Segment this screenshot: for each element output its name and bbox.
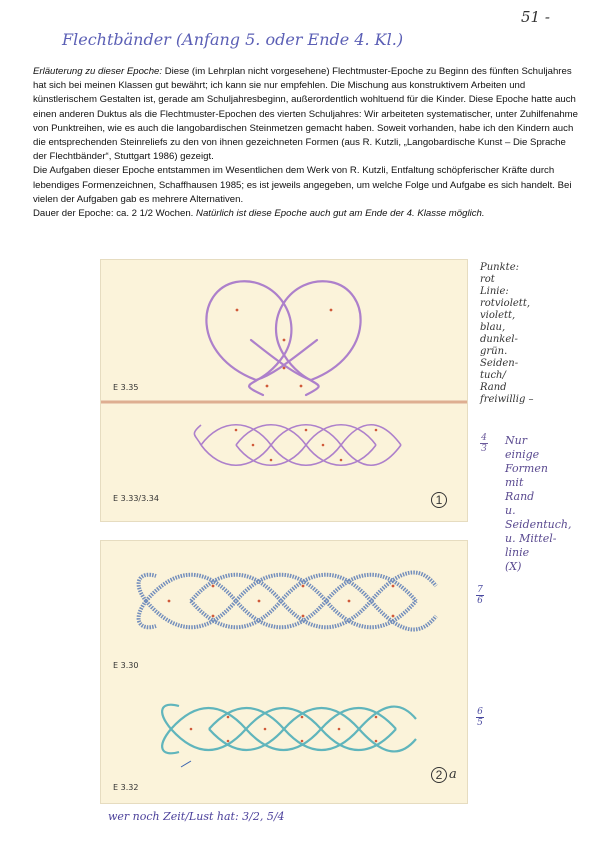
note-line: Formen [505,462,548,475]
note-line: einige [505,448,540,461]
fraction-7-6 [476,585,484,606]
braid-band-teal [162,705,416,754]
note-line: dunkel- [480,334,518,345]
braid-drawing-1 [101,260,467,521]
page-heading: Flechtbänder (Anfang 5. oder Ende 4. Kl.) [62,30,404,49]
knot-motif [206,281,360,395]
label-e-3-35: E 3.35 [113,383,139,392]
note-line: (X) [505,560,522,573]
fraction-denominator: 6 [477,596,483,606]
intro-text [33,65,578,221]
fraction-numerator: 6 [477,707,483,717]
braid-band-blue [139,572,436,629]
drawing-card-1 [100,259,468,522]
circled-number-suffix: a [449,767,457,782]
note-line: Nur [505,434,527,447]
pencil-mark [181,761,191,767]
intro-paragraph-1 [33,65,578,164]
braid-dots-blue [168,585,395,618]
note-line: u. Mittel- [505,532,557,545]
note-line: freiwillig – [480,394,534,405]
side-notes-border [505,434,595,574]
fraction-numerator: 4 [481,433,487,443]
intro-paragraph-2: Die Aufgaben dieser Epoche entstammen im Wesentlichen dem Werk von R. Kutzli, Entfaltung schöpferischer Kräfte durch lebendiges Formenzeichnen, Schaffhausen 1985; es ist jeweils angegeben, um welche Folge und Aufgabe es sich handelt. Bei vielen der Aufgaben gab es mehrere Alternativen. [33,165,572,205]
note-line: Seiden- [480,358,519,369]
note-line: grün. [480,346,508,357]
label-e-3-32: E 3.32 [113,783,139,792]
note-line: mit [505,476,524,489]
fraction-denominator: 3 [481,444,487,454]
circled-number-1: 1 [431,492,447,508]
braid-band-1 [194,425,401,466]
label-e-3-33: E 3.33/3.34 [113,494,159,503]
fraction-4-3 [480,433,488,454]
fraction-6-5 [476,707,484,728]
note-line: Rand [505,490,535,503]
note-line: Linie: [480,286,509,297]
intro-paragraph-3 [33,207,578,221]
intro-body: Diese (im Lehrplan nicht vorgesehene) Flechtmuster-Epoche zu Beginn des fünften Schuljahres hat sich bei meinen Klassen gut bewährt; ich kann sie nur empfehlen. Die Mischung aus konstruktivem Arbeiten und künstlerischem Gestalten ist, gerade am Schuljahresbeginn, außerordentlich wohltuend für die Kinder. Diese Epoche hatte auch einen anderen Duktus als die Flechtmuster-Epochen des vierten Schuljahres: Wir arbeiteten systematischer, unter Zuhilfenahme von Punktreihen, wie es auch die langobardischen Steinmetzen gemacht haben. Soweit vorhanden, habe ich den Kindern auch die entsprechenden Steinreliefs zu den von ihnen gezeichneten Formen (aus R. Kutzli, „Langobardische Kunst – Die Sprache der Flechtbänder“, Stuttgart 1986) gezeigt. [33,66,578,163]
note-line: violett, [480,310,516,321]
note-line: blau, [480,322,506,333]
note-line: rot [480,274,495,285]
knot-dots [236,309,333,388]
note-line: u. [505,504,516,517]
note-line: tuch/ [480,370,506,381]
note-line: Seidentuch, [505,518,572,531]
intro-lead: Erläuterung zu dieser Epoche: [33,66,163,77]
footer-handwritten-note: wer noch Zeit/Lust hat: 3/2, 5/4 [108,810,285,823]
drawing-card-2 [100,540,468,804]
duration-remark: Natürlich ist diese Epoche auch gut am Ende der 4. Klasse möglich. [196,208,485,220]
circled-number-2: 2 [431,767,447,783]
duration-text: Dauer der Epoche: ca. 2 1/2 Wochen. [33,208,197,220]
braid-drawing-2 [101,541,467,803]
page-number: 51 - [521,8,550,26]
note-line: Punkte: [480,262,519,273]
label-e-3-30: E 3.30 [113,661,139,670]
fraction-numerator: 7 [477,585,483,595]
note-line: linie [505,546,530,559]
note-line: rotviolett, [480,298,531,309]
note-line: Rand [480,382,507,393]
side-notes-colors [480,262,555,406]
fraction-denominator: 5 [477,718,483,728]
